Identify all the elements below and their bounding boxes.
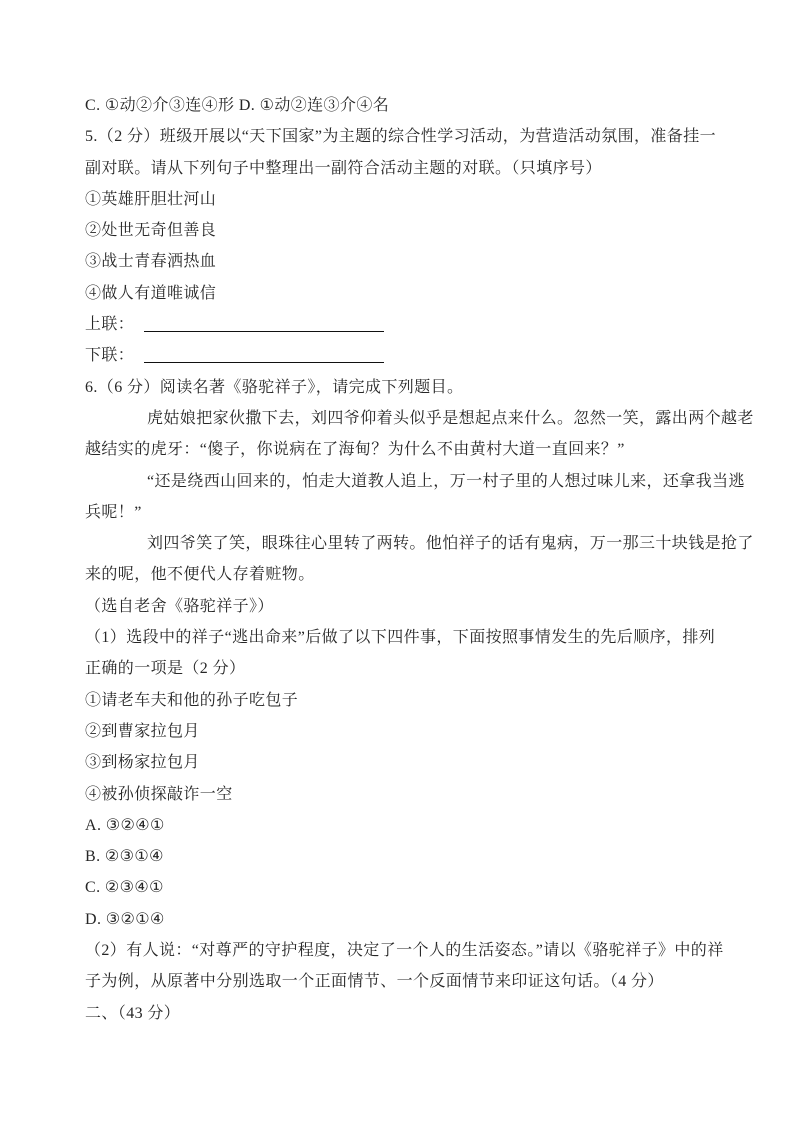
document-line: ①请老车夫和他的孙子吃包子 (85, 691, 299, 709)
document-line: 5.（2 分）班级开展以“天下国家”为主题的综合性学习活动，为营造活动氛围，准备挂一 (85, 128, 717, 146)
answer-underline (144, 348, 384, 363)
document-line: A. ③②④① (85, 816, 165, 834)
document-body (85, 90, 754, 1029)
document-line: ②处世无奇但善良 (85, 222, 217, 240)
document-line: ②到曹家拉包月 (85, 722, 200, 740)
document-line: （2）有人说：“对尊严的守护程度，决定了一个人的生活姿态。”请以《骆驼祥子》中的祥 (85, 942, 724, 960)
document-line: ③到杨家拉包月 (85, 754, 200, 772)
document-line: C. ①动②介③连④形 D. ①动②连③介④名 (85, 97, 390, 114)
fill-blank-line (85, 340, 721, 371)
document-line: ④做人有道唯诚信 (85, 284, 217, 302)
document-line: 副对联。请从下列句子中整理出一副符合活动主题的对联。（只填序号） (85, 159, 602, 177)
document-line: ③战士青春洒热血 (85, 253, 217, 271)
document-line: 二、（43 分） (85, 1004, 181, 1022)
document-line: “还是绕西山回来的，怕走大道教人追上，万一村子里的人想过味儿来，还拿我当逃 (147, 472, 745, 490)
document-line: D. ③②①④ (85, 910, 165, 928)
document-line: 正确的一项是（2 分） (85, 660, 246, 678)
fill-blank-line (85, 309, 721, 340)
document-line: ①英雄肝胆壮河山 (85, 190, 217, 208)
document-line: 刘四爷笑了笑，眼珠往心里转了两转。他怕祥子的话有鬼病，万一那三十块钱是抢了 (147, 535, 754, 553)
document-line: B. ②③①④ (85, 848, 164, 866)
document-line: ④被孙侦探敲诈一空 (85, 785, 233, 803)
document-line: 子为例，从原著中分别选取一个正面情节、一个反面情节来印证这句话。（4 分） (85, 973, 664, 991)
document-line: 越结实的虎牙：“傻子，你说病在了海甸？为什么不由黄村大道一直回来？” (85, 441, 625, 459)
blank-label: 下联： (85, 347, 135, 365)
document-line: 虎姑娘把家伙撒下去，刘四爷仰着头似乎是想起点来什么。忽然一笑，露出两个越老 (147, 409, 754, 427)
document-line: （选自老舍《骆驼祥子》） (85, 597, 274, 615)
document-line: 来的呢，他不便代人存着赃物。 (85, 566, 315, 584)
document-line: （1）选段中的祥子“逃出命来”后做了以下四件事，下面按照事情发生的先后顺序，排列 (85, 629, 716, 647)
document-line: C. ②③④① (85, 879, 164, 897)
answer-underline (144, 317, 384, 332)
document-line: 兵呢！” (85, 503, 142, 521)
document-line: 6.（6 分）阅读名著《骆驼祥子》，请完成下列题目。 (85, 378, 464, 396)
blank-label: 上联： (85, 316, 135, 334)
